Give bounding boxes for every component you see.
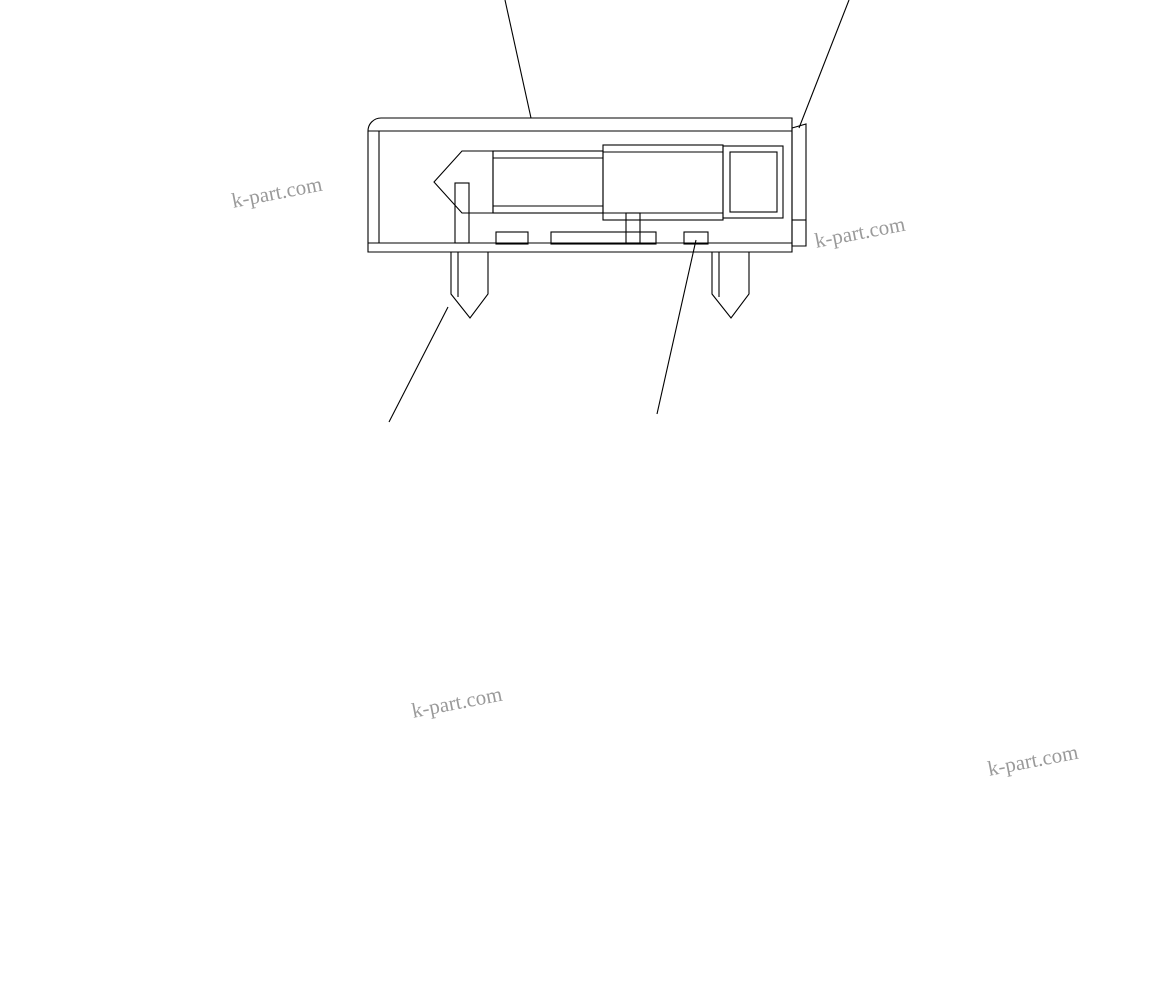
pin-head-inner [730,152,777,212]
end-cap-block [792,124,806,246]
watermark: k-part.com [812,211,908,253]
tabs-group [451,252,749,318]
notch-left [496,232,528,244]
leader-lines-group [389,0,849,422]
leader-top-left [505,0,531,118]
end-cap-group [792,124,806,246]
watermark: k-part.com [409,681,505,723]
post-center [626,213,640,243]
watermark: k-part.com [229,171,325,213]
pin-body [603,145,723,220]
leader-bottom-right [657,240,696,414]
left-tab [451,252,488,318]
right-tab [712,252,749,318]
leader-top-right [799,0,849,128]
pin-head [723,146,783,218]
leader-bottom-left [389,307,448,422]
pin-shaft [493,151,603,213]
pin-tip-chamfer [434,151,493,213]
pin-assembly-group [434,145,783,243]
bottom-notches-group [496,232,708,244]
watermark: k-part.com [985,739,1081,781]
